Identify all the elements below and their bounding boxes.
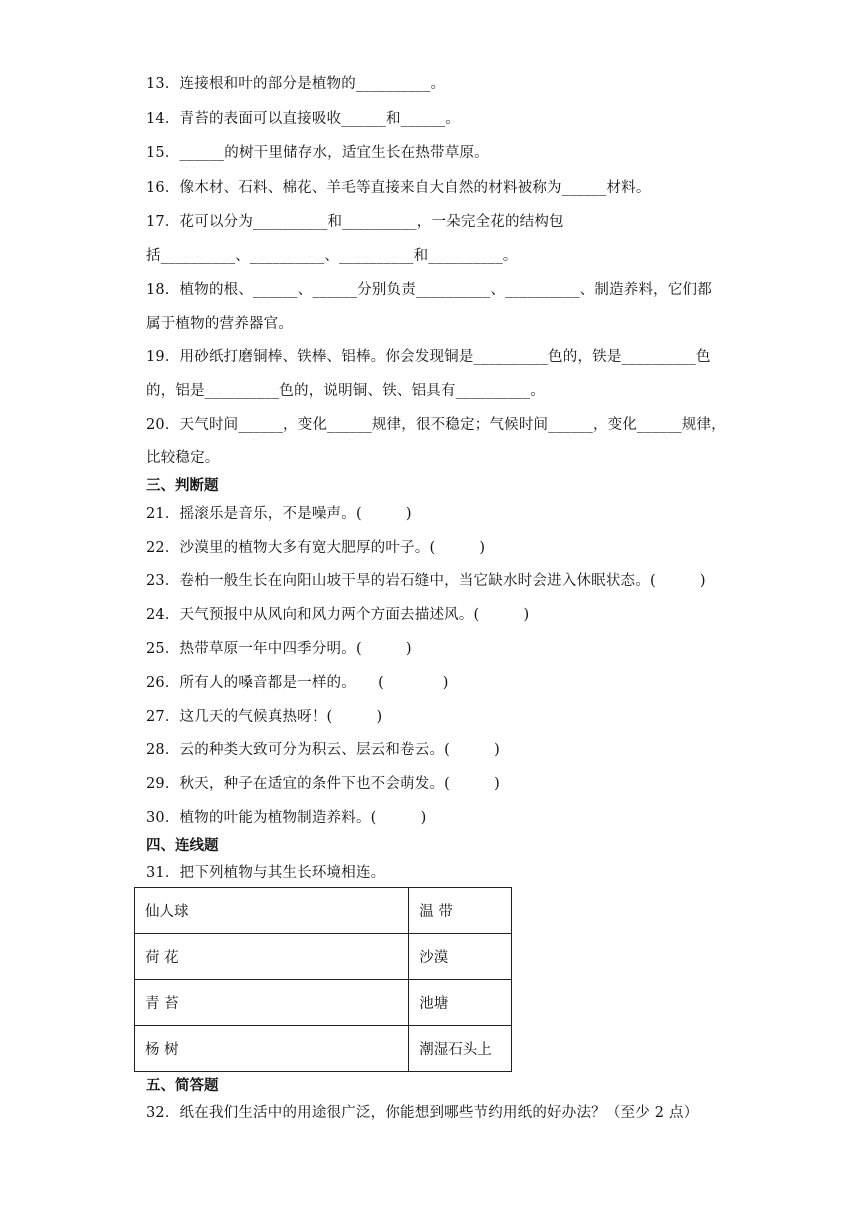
- matching-table: [134, 887, 512, 1072]
- question-13: 13．连接根和叶的部分是植物的__________。: [146, 76, 446, 92]
- question-31: 31．把下列植物与其生长环境相连。: [146, 865, 386, 881]
- environment-cell: 池塘: [409, 980, 512, 1026]
- question-22: 22．沙漠里的植物大多有宽大肥厚的叶子。( ): [146, 540, 486, 556]
- question-17-line1: 17．花可以分为__________和__________，一朵完全花的结构包: [146, 214, 564, 230]
- question-28: 28．云的种类大致可分为积云、层云和卷云。( ): [146, 742, 500, 758]
- question-20-line2: 比较稳定。: [146, 450, 220, 466]
- plant-cell: 仙人球: [135, 888, 409, 934]
- question-20-line1: 20．天气时间______，变化______规律，很不稳定；气候时间______，变化______规律，: [146, 417, 726, 433]
- plant-cell: 杨 树: [135, 1026, 409, 1072]
- question-16: 16．像木材、石料、棉花、羊毛等直接来自大自然的材料被称为______材料。: [146, 180, 651, 196]
- plant-cell: 青 苔: [135, 980, 409, 1026]
- question-24: 24．天气预报中从风向和风力两个方面去描述风。( ): [146, 607, 530, 623]
- question-23: 23．卷柏一般生长在向阳山坡干旱的岩石缝中，当它缺水时会进入休眠状态。( ): [146, 573, 706, 589]
- table-row: [135, 888, 512, 934]
- environment-cell: 沙漠: [409, 934, 512, 980]
- question-18-line1: 18．植物的根、______、______分别负责__________、__________、制造养料，它们都: [146, 282, 712, 298]
- table-row: [135, 934, 512, 980]
- question-19-line1: 19．用砂纸打磨铜棒、铁棒、铝棒。你会发现铜是__________色的，铁是__________色: [146, 349, 711, 365]
- section-4-title: 四、连线题: [146, 837, 219, 854]
- environment-cell: 温 带: [409, 888, 512, 934]
- table-row: [135, 980, 512, 1026]
- question-14: 14．青苔的表面可以直接吸收______和______。: [146, 111, 461, 127]
- question-27: 27．这几天的气候真热呀！( ): [146, 709, 383, 725]
- environment-cell: 潮湿石头上: [409, 1026, 512, 1072]
- question-26: 26．所有人的嗓音都是一样的。 ( ): [146, 675, 449, 691]
- table-row: [135, 1026, 512, 1072]
- question-30: 30．植物的叶能为植物制造养料。( ): [146, 810, 427, 826]
- section-3-title: 三、判断题: [146, 477, 219, 494]
- question-32: 32．纸在我们生活中的用途很广泛，你能想到哪些节约用纸的好办法？（至少 2 点）: [146, 1105, 699, 1121]
- plant-cell: 荷 花: [135, 934, 409, 980]
- question-29: 29．秋天，种子在适宜的条件下也不会萌发。( ): [146, 776, 500, 792]
- question-17-line2: 括__________、__________、__________和__________。: [146, 248, 518, 264]
- section-5-title: 五、简答题: [146, 1077, 219, 1094]
- question-25: 25．热带草原一年中四季分明。( ): [146, 641, 412, 657]
- question-15: 15．______的树干里储存水，适宜生长在热带草原。: [146, 145, 489, 161]
- question-19-line2: 的，铝是__________色的，说明铜、铁、铝具有__________。: [146, 383, 545, 399]
- question-21: 21．摇滚乐是音乐，不是噪声。( ): [146, 506, 412, 522]
- question-18-line2: 属于植物的营养器官。: [146, 316, 293, 332]
